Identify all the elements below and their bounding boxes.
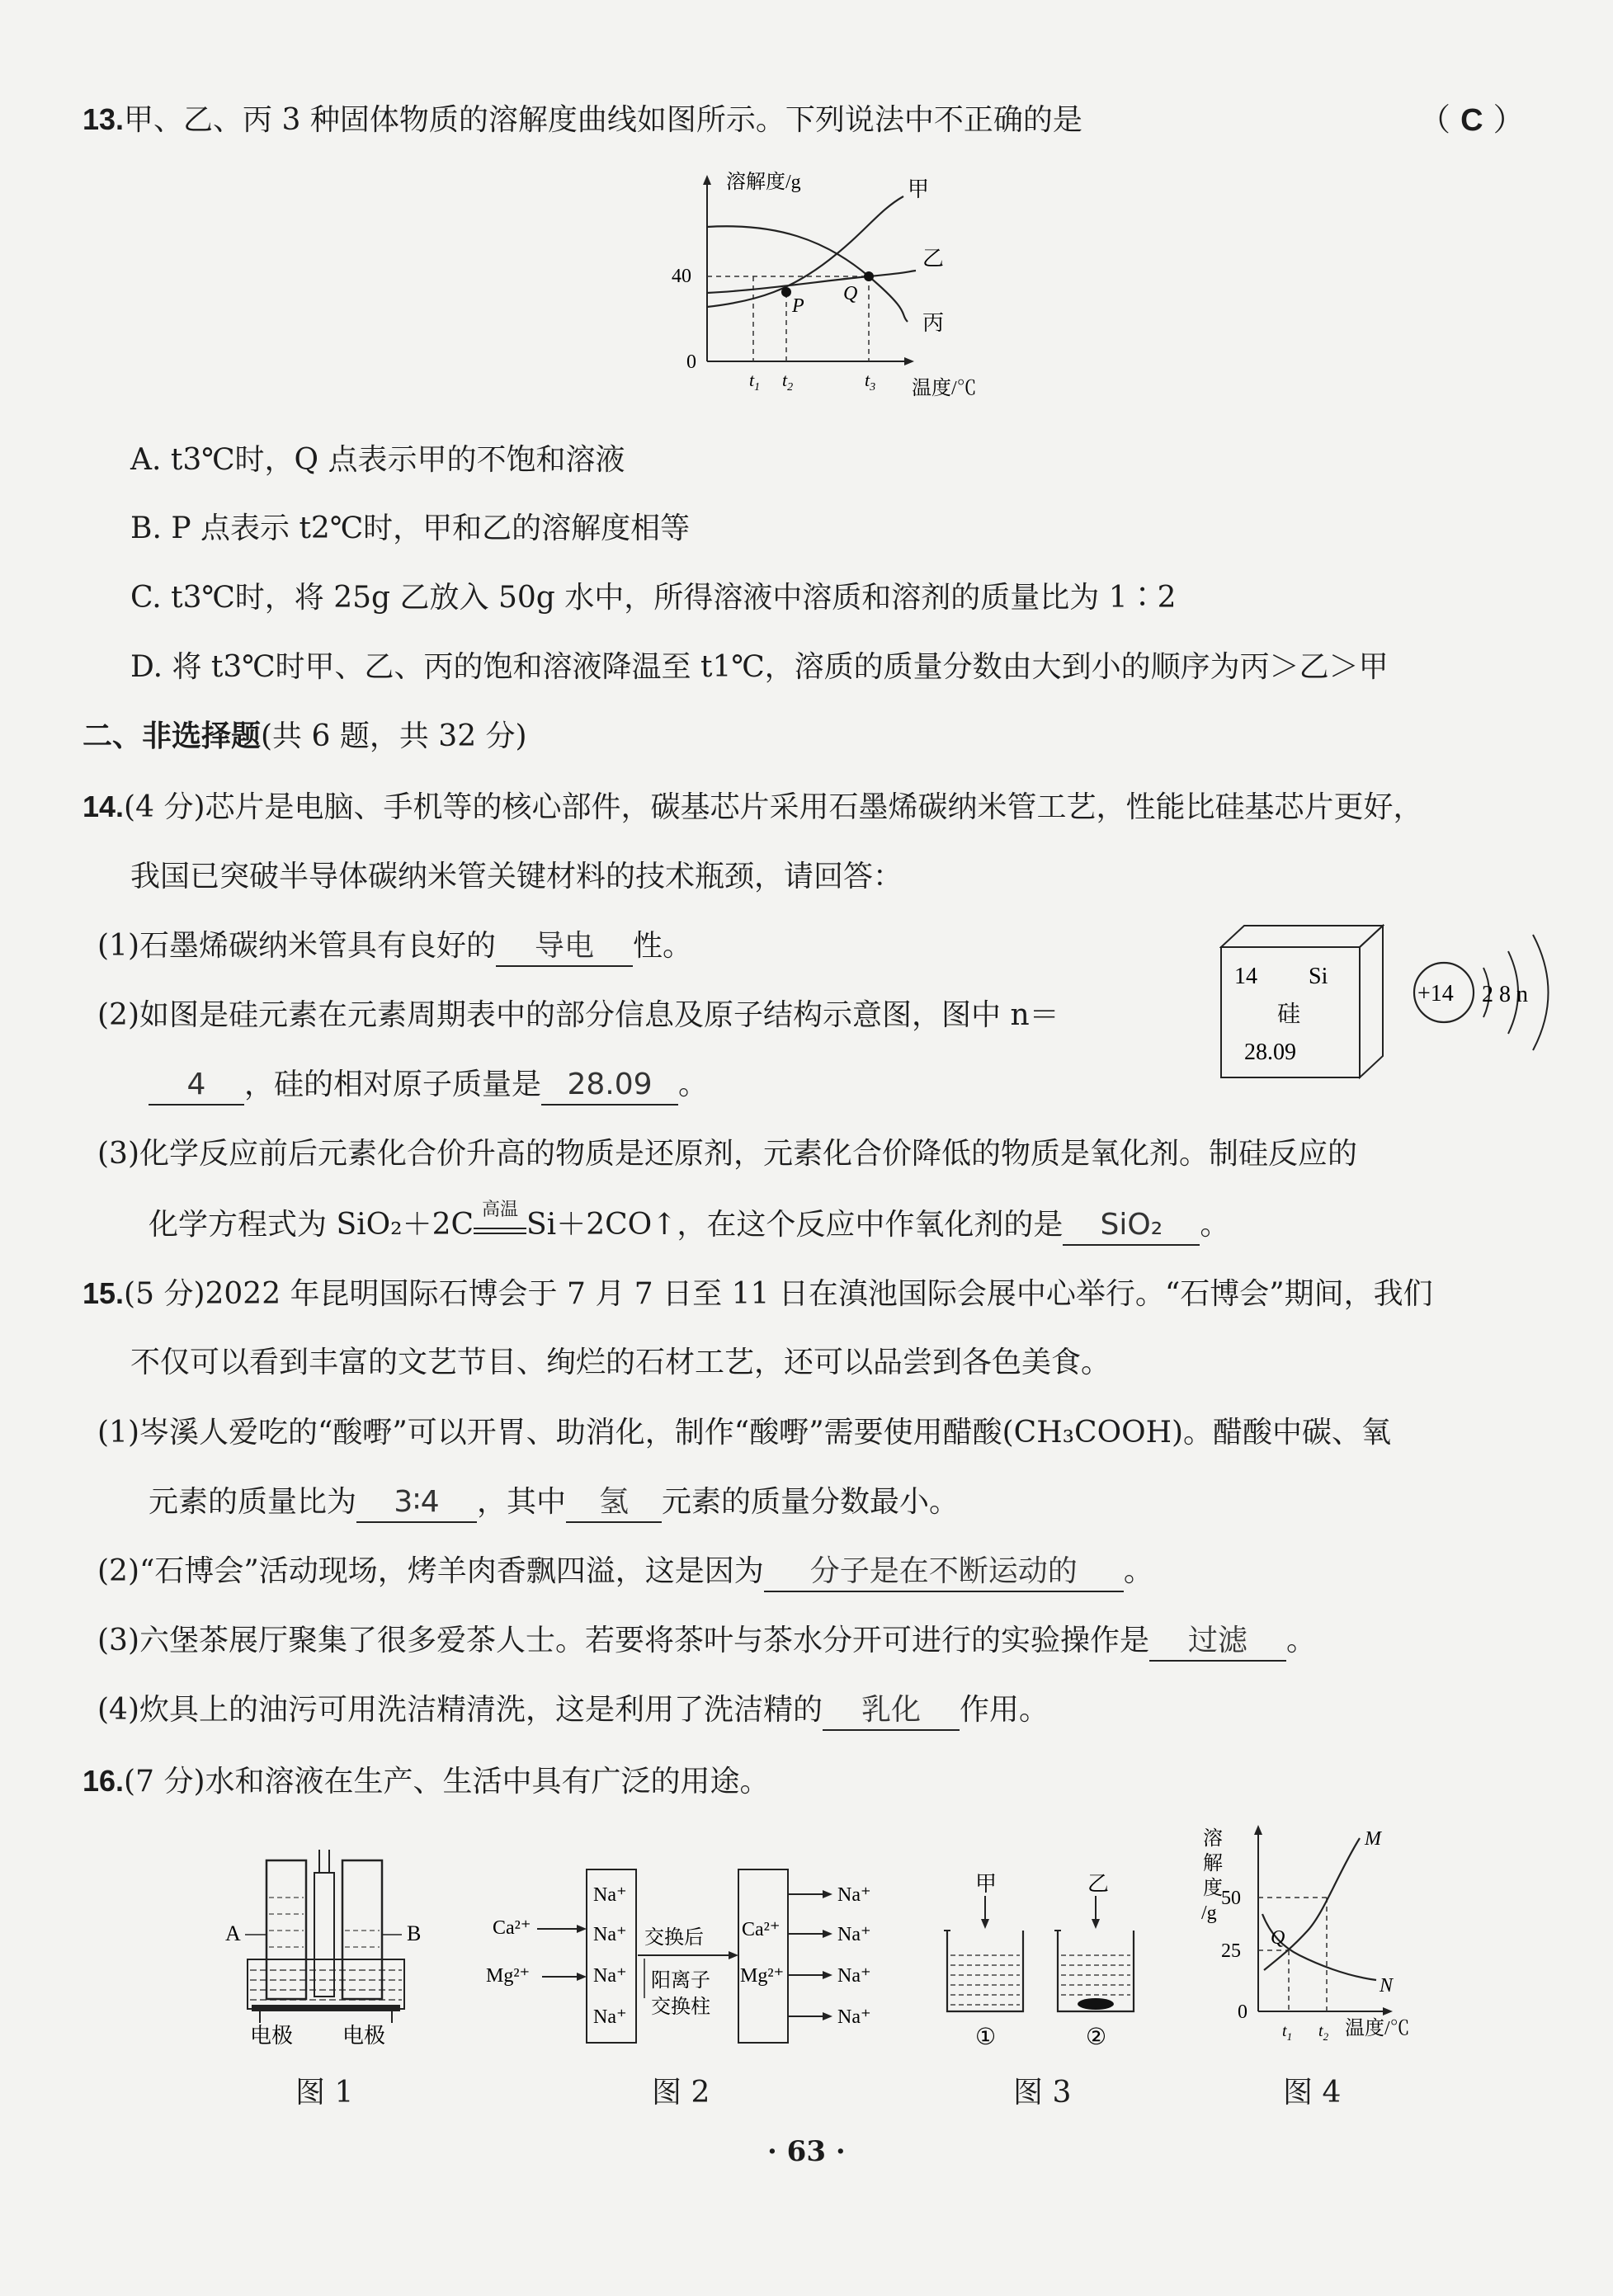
fig2-after-label: 交换后: [644, 1927, 704, 1949]
q15-line1: [83, 1275, 1433, 1313]
q15-part3-post: 。: [1286, 1624, 1317, 1657]
fig1-electrode-right: 电极: [342, 2024, 386, 2046]
q14-condition-text: 高温: [482, 1200, 519, 1220]
q13-number: 13.: [83, 102, 125, 136]
q13-point-Q: Q: [843, 283, 858, 304]
si-symbol: Si: [1309, 964, 1328, 989]
fig4-tick-t2: $t_2$: [1318, 2022, 1329, 2043]
q15-part1-pre: 元素的质量比为: [149, 1485, 357, 1519]
fig1-electrolysis: [219, 1848, 437, 2046]
fig2-left-na-2: Na⁺: [593, 1924, 627, 1945]
q14-line2: 我国已突破半导体碳纳米管关键材料的技术瓶颈，请回答：: [130, 860, 903, 893]
fig4-ylabel-1: 溶: [1203, 1828, 1223, 1850]
fig2-caption: 图 2: [652, 2076, 710, 2110]
q15-part4-post: 作用。: [960, 1693, 1049, 1727]
q15-part2-pre: (2)“石博会”活动现场，烤羊肉香飘四溢，这是因为: [97, 1554, 764, 1588]
fig4-origin: 0: [1238, 2001, 1247, 2023]
q13-tick-40: 40: [672, 266, 691, 287]
q14-part1-pre: (1)石墨烯碳纳米管具有良好的: [97, 929, 496, 963]
fig2-out-na-4: Na⁺: [837, 2006, 871, 2028]
fig2-ca-bound: Ca²⁺: [742, 1919, 781, 1940]
fig2-column-label-2: 交换柱: [651, 1997, 710, 2018]
fig4-label-M: M: [1365, 1828, 1381, 1850]
q13-stem-text: 甲、乙、丙 3 种固体物质的溶解度曲线如图所示。下列说法中不正确的是: [124, 103, 1082, 137]
fig2-ion-exchange: [483, 1866, 887, 2048]
q14-part3-line1: (3)化学反应前后元素化合价升高的物质是还原剂，元素化合价降低的物质是氧化剂。制硅反应的: [97, 1137, 1357, 1171]
fig4-point-Q: Q: [1271, 1927, 1285, 1949]
q13-option-c: C. t3℃时，将 25g 乙放入 50g 水中，所得溶液中溶质和溶剂的质量比为 1∶2: [130, 581, 1177, 615]
fig4-label-N: N: [1380, 1975, 1394, 1997]
fig2-out-na-2: Na⁺: [837, 1924, 871, 1945]
q15-part4-answer: 乳化: [823, 1691, 960, 1731]
q14-part1-post: 性。: [633, 929, 693, 963]
q15-part1-answer-ratio: 3∶4: [356, 1483, 477, 1523]
q14-line1-text: (4 分)芯片是电脑、手机等的核心部件，碳基芯片采用石墨烯碳纳米管工艺，性能比硅基芯片更好，: [124, 790, 1423, 824]
si-element-cell: [1219, 924, 1384, 1081]
fig3-beakers: [932, 1863, 1155, 2053]
q15-part1-post: 元素的质量分数最小。: [662, 1485, 960, 1519]
q14-equation-right: Si＋2CO↑，在这个反应中作氧化剂的是: [526, 1208, 1064, 1242]
fig2-mg-bound: Mg²⁺: [740, 1965, 785, 1987]
fig2-left-na-4: Na⁺: [593, 2006, 627, 2028]
q13-curve-bing: [707, 226, 908, 322]
fig1-caption: 图 1: [295, 2076, 354, 2110]
q15-part3: [97, 1622, 1316, 1662]
q14-equation-left: 化学方程式为 SiO₂＋2C: [149, 1208, 474, 1242]
q15-part1-line1: (1)岑溪人爱吃的“酸嘢”可以开胃、助消化，制作“酸嘢”需要使用醋酸(CH₃COOH)。醋酸中碳、氧: [97, 1416, 1392, 1450]
fig4-ylabel-2: 解: [1203, 1853, 1223, 1874]
fig3-label-jia: 甲: [975, 1872, 998, 1896]
q14-part2-mid: ，硅的相对原子质量是: [244, 1068, 542, 1101]
q15-line1-text: (5 分)2022 年昆明国际石博会于 7 月 7 日至 11 日在滇池国际会展中心举行。“石博会”期间，我们: [124, 1277, 1433, 1311]
section-rest: (共 6 题，共 32 分): [261, 719, 527, 753]
q15-number: 15.: [83, 1276, 125, 1310]
fig1-label-A: A: [225, 1921, 241, 1945]
fig3-label-1: ①: [975, 2025, 997, 2050]
fig2-left-na-3: Na⁺: [593, 1965, 627, 1987]
fig2-column-label-1: 阳离子: [651, 1970, 710, 1992]
q14-part2-answer-n: 4: [149, 1066, 244, 1106]
q16-number: 16.: [83, 1764, 125, 1798]
fig4-ylabel-4: /g: [1201, 1902, 1217, 1924]
q15-part1-line2: [149, 1483, 959, 1523]
fig2-mg-in: Mg²⁺: [486, 1965, 531, 1987]
q14-part1-answer: 导电: [496, 927, 633, 967]
q15-part4-pre: (4)炊具上的油污可用洗洁精清洗，这是利用了洗洁精的: [97, 1693, 823, 1727]
q14-part2-answer-mass: 28.09: [541, 1066, 678, 1106]
q13-option-d: D. 将 t3℃时甲、乙、丙的饱和溶液降温至 t1℃，溶质的质量分数由大到小的顺序为丙＞乙＞甲: [130, 650, 1389, 684]
q14-line1: [83, 788, 1423, 827]
q14-condition: [474, 1200, 526, 1234]
si-mass: 28.09: [1244, 1040, 1296, 1065]
section-heading: [83, 718, 527, 756]
q15-part4: [97, 1691, 1049, 1731]
q13-point-P: P: [792, 295, 804, 317]
fig4-tick-50: 50: [1221, 1888, 1241, 1909]
q13-answer-letter: C: [1460, 103, 1483, 138]
fig4-ylabel-3: 度: [1203, 1878, 1223, 1899]
q14-part2-line1: (2)如图是硅元素在元素周期表中的部分信息及原子结构示意图，图中 n＝: [97, 998, 1059, 1032]
q13-origin: 0: [686, 351, 696, 373]
page-number: · 63 ·: [767, 2135, 846, 2168]
q15-part3-answer: 过滤: [1149, 1622, 1286, 1662]
q14-part3-answer: SiO₂: [1063, 1206, 1200, 1246]
q13-tick-t3: $t_3$: [865, 370, 876, 394]
q13-tick-t1: $t_1$: [749, 370, 761, 394]
fig4-tick-t1: $t_1$: [1282, 2022, 1293, 2043]
q15-part1-mid: ，其中: [477, 1485, 567, 1519]
q13-xlabel: 温度/℃: [912, 378, 977, 399]
q13-answer: （ C ）: [1419, 101, 1525, 138]
si-atom-diagram: [1403, 922, 1568, 1063]
q13-option-a: A. t3℃时，Q 点表示甲的不饱和溶液: [130, 443, 625, 477]
q16-stem-text: (7 分)水和溶液在生产、生活中具有广泛的用途。: [124, 1765, 770, 1799]
q14-part2-post: 。: [678, 1068, 709, 1101]
si-name: 硅: [1277, 1002, 1301, 1027]
q15-line2: 不仅可以看到丰富的文艺节目、绚烂的石材工艺，还可以品尝到各色美食。: [130, 1346, 1111, 1379]
fig2-ca-in: Ca²⁺: [493, 1917, 531, 1939]
fig3-label-2: ②: [1086, 2025, 1107, 2050]
q14-number: 14.: [83, 790, 125, 823]
q13-stem: [83, 101, 1082, 139]
si-atomic-number: 14: [1234, 964, 1257, 989]
si-shells: 2 8 n: [1482, 982, 1528, 1007]
fig4-tick-25: 25: [1221, 1940, 1241, 1962]
fig1-electrode-left: 电极: [250, 2024, 294, 2046]
fig2-out-na-3: Na⁺: [837, 1965, 871, 1987]
fig2-left-na-1: Na⁺: [593, 1884, 627, 1906]
q15-part1-answer-element: 氢: [566, 1483, 662, 1523]
q15-part2: [97, 1553, 1153, 1592]
fig3-label-yi: 乙: [1087, 1872, 1110, 1896]
q13-label-bing: 丙: [922, 311, 945, 335]
q13-label-yi: 乙: [922, 247, 945, 271]
q15-part2-answer: 分子是在不断运动的: [764, 1553, 1124, 1592]
q14-part3-line2: [149, 1200, 1230, 1246]
q13-label-jia: 甲: [908, 177, 930, 201]
q13-solubility-chart: [660, 165, 1015, 413]
section-title: 二、非选择题: [83, 719, 262, 753]
q16-stem: [83, 1762, 770, 1801]
q14-part1: [97, 927, 692, 967]
q14-part2-line2: [149, 1066, 708, 1106]
fig2-out-na-1: Na⁺: [837, 1884, 871, 1906]
fig4-solubility-chart: [1188, 1815, 1452, 2054]
fig4-xlabel: 温度/℃: [1345, 2018, 1410, 2039]
si-nucleus: +14: [1417, 981, 1454, 1007]
q14-part3-post: 。: [1200, 1208, 1230, 1242]
q15-part2-post: 。: [1123, 1554, 1153, 1588]
q13-tick-t2: $t_2$: [782, 370, 794, 394]
q15-part3-pre: (3)六堡茶展厅聚集了很多爱茶人士。若要将茶叶与茶水分开可进行的实验操作是: [97, 1624, 1149, 1657]
fig1-label-B: B: [407, 1921, 422, 1945]
fig4-caption: 图 4: [1283, 2076, 1342, 2110]
fig3-caption: 图 3: [1013, 2076, 1072, 2110]
q13-option-b: B. P 点表示 t2℃时，甲和乙的溶解度相等: [130, 512, 691, 545]
q13-ylabel: 溶解度/g: [726, 172, 801, 193]
